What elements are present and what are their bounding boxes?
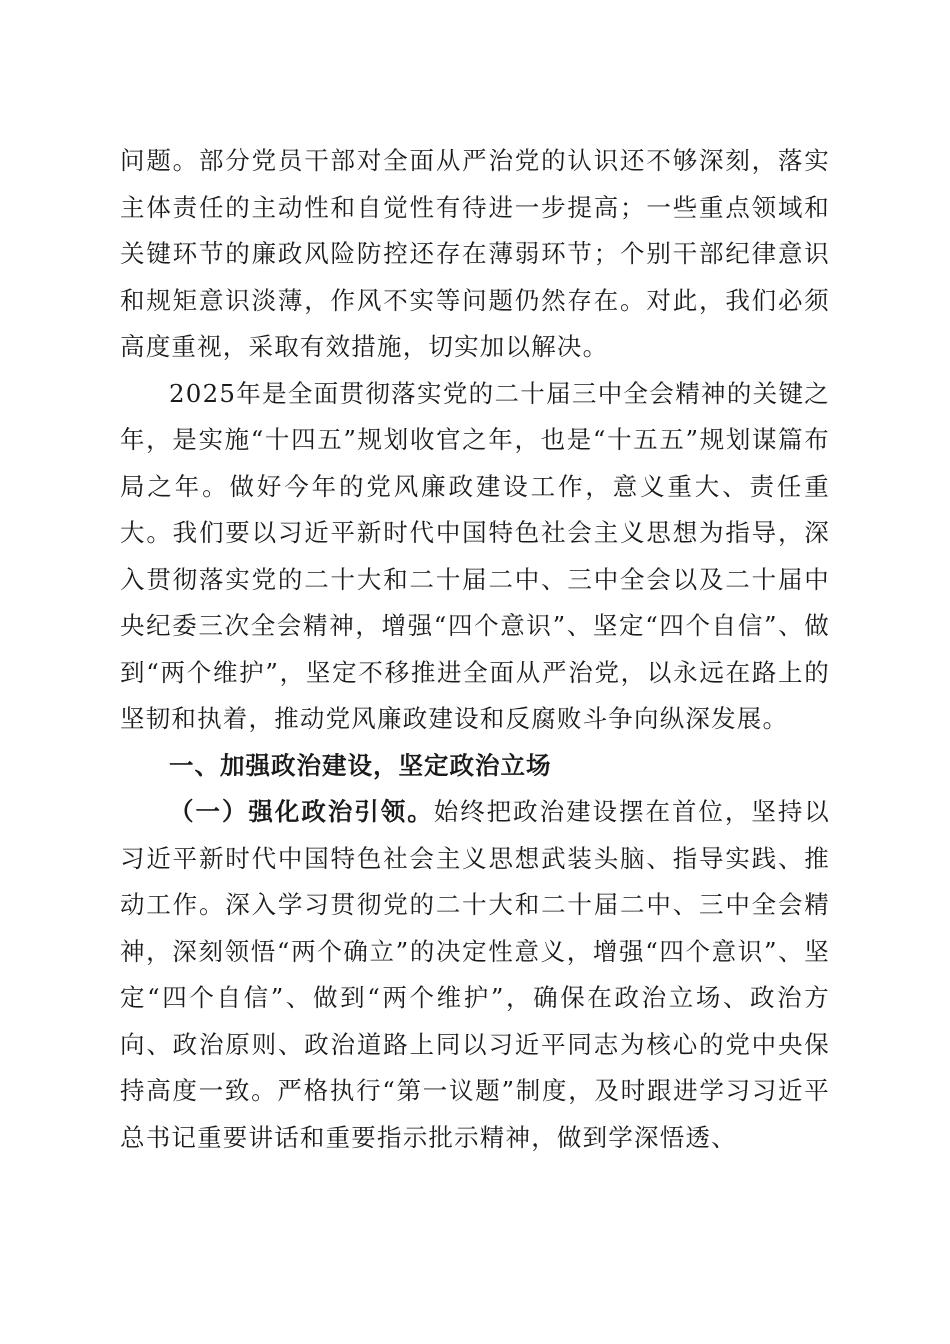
section-heading: 一、加强政治建设，坚定政治立场 bbox=[169, 750, 552, 780]
subsection-label: （一）强化政治引领。 bbox=[169, 797, 434, 826]
paragraph-2025-overview: 2025年是全面贯彻落实党的二十届三中全会精神的关键之年，是实施“十四五”规划收官之年，也是“十五五”规划谋篇布局之年。做好今年的党风廉政建设工作，意义重大、责任重大。我们要以习近平新时代中国特色社会主义思想为指导，深入贯彻落实党的二十大和二十届二中、三中全会以及二十届中央纪委三次全会精神，增强“四个意识”、坚定“四个自信”、做到“两个维护”，坚定不移推进全面从严治党，以永远在路上的坚韧和执着，推动党风廉政建设和反腐败斗争向纵深发展。 bbox=[120, 378, 830, 733]
subsection-paragraph bbox=[120, 789, 830, 1161]
subsection-text: 始终把政治建设摆在首位，坚持以习近平新时代中国特色社会主义思想武装头脑、指导实践、推动工作。深入学习贯彻党的二十大和二十届二中、三中全会精神，深刻领悟“两个确立”的决定性意义，增强“四个意识”、坚定“四个自信”、做到“两个维护”，确保在政治立场、政治方向、政治原则、政治道路上同以习近平同志为核心的党中央保持高度一致。严格执行“第一议题”制度，及时跟进学习习近平总书记重要讲话和重要指示批示精神，做到学深悟透、 bbox=[120, 797, 831, 1152]
paragraph-continuation: 问题。部分党员干部对全面从严治党的认识还不够深刻，落实主体责任的主动性和自觉性有待进一步提高；一些重点领域和关键环节的廉政风险防控还存在薄弱环节；个别干部纪律意识和规矩意识淡薄，作风不实等问题仍然存在。对此，我们必须高度重视，采取有效措施，切实加以解决。 bbox=[120, 146, 830, 361]
document-body bbox=[120, 138, 830, 1161]
